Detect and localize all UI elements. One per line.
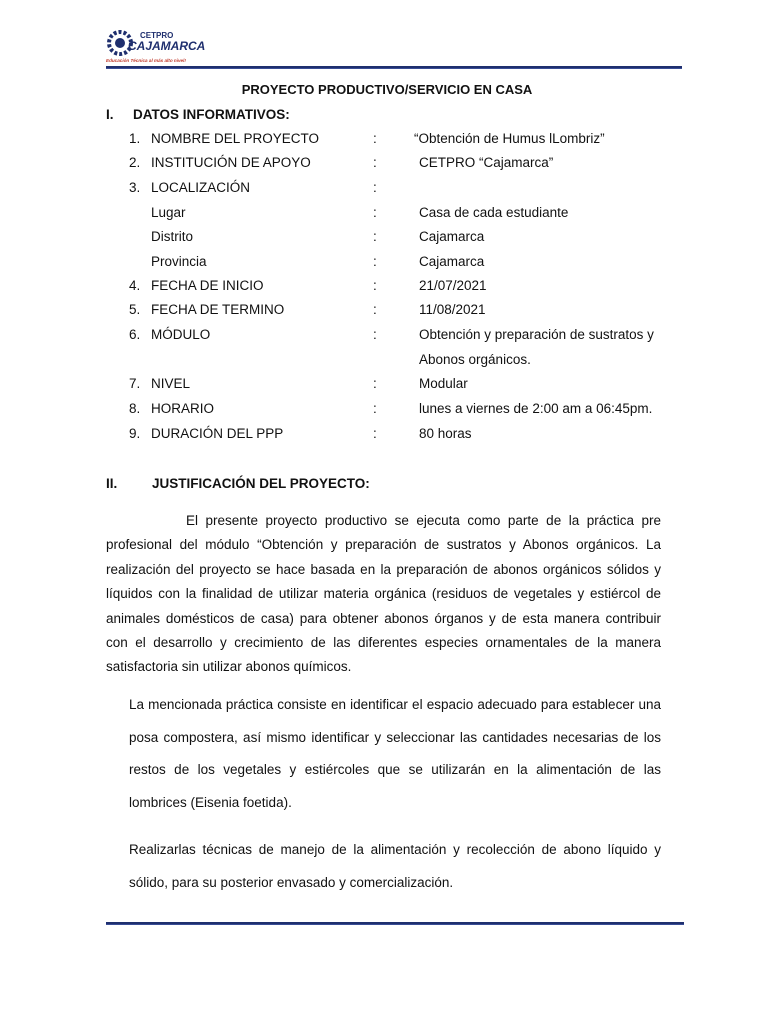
section-1-number: I. — [106, 107, 114, 122]
info-label: DURACIÓN DEL PPP — [151, 426, 284, 441]
info-colon: : — [373, 180, 377, 195]
section-1-title: DATOS INFORMATIVOS: — [133, 107, 290, 122]
info-colon: : — [373, 155, 377, 170]
info-colon: : — [373, 205, 377, 220]
info-number: 8. — [129, 401, 141, 416]
info-label: HORARIO — [151, 401, 215, 416]
info-row — [129, 327, 689, 351]
info-value: CETPRO “Cajamarca” — [419, 155, 554, 170]
info-label: INSTITUCIÓN DE APOYO — [151, 155, 311, 170]
info-number: 5. — [129, 302, 141, 317]
info-row — [129, 302, 689, 326]
info-value: Casa de cada estudiante — [419, 205, 569, 220]
info-value: “Obtención de Humus lLombriz” — [414, 131, 605, 146]
info-row — [129, 229, 689, 253]
practice-paragraph: La mencionada práctica consiste en identificar el espacio adecuado para establecer una posa compostera, así mismo identificar y seleccionar las cantidades necesarias de los restos de los vegetales y estiércoles que se utilizarán en la alimentación de las lombrices (Eisenia foetida). — [129, 697, 661, 810]
info-colon: : — [373, 401, 377, 416]
info-number: 1. — [129, 131, 141, 146]
info-colon: : — [373, 376, 377, 391]
info-row — [129, 131, 689, 155]
justification-paragraph: El presente proyecto productivo se ejecuta como parte de la práctica pre profesional del módulo “Obtención y preparación de sustratos y Abonos orgánicos. La realización del proyecto se hace basada en la preparación de abonos orgánicos sólidos y líquidos con la finalidad de utilizar materia orgánica (residuos de vegetales y estiércol de animales domésticos de casa) para obtener abonos órganos y de esta manera contribuir con el desarrollo y crecimiento de las diferentes especies ornamentales de la manera satisfactoria sin utilizar abonos químicos. — [106, 513, 661, 675]
info-label: LOCALIZACIÓN — [151, 180, 251, 195]
info-row — [129, 205, 689, 229]
info-number: 3. — [129, 180, 141, 195]
info-label: MÓDULO — [151, 327, 211, 342]
info-value: Modular — [419, 376, 468, 391]
info-value: 21/07/2021 — [419, 278, 487, 293]
info-label: FECHA DE INICIO — [151, 278, 264, 293]
cetpro-logo — [106, 28, 206, 66]
info-label: Provincia — [151, 254, 207, 269]
section-2-number: II. — [106, 476, 118, 491]
info-label: FECHA DE TERMINO — [151, 302, 285, 317]
info-row — [129, 278, 689, 302]
info-label: NOMBRE DEL PROYECTO — [151, 131, 320, 146]
info-value: Abonos orgánicos. — [419, 352, 531, 367]
info-value: 11/08/2021 — [419, 302, 486, 317]
info-number: 7. — [129, 376, 141, 391]
info-row — [129, 426, 689, 450]
info-number: 9. — [129, 426, 141, 441]
info-colon: : — [373, 278, 377, 293]
document-title: PROYECTO PRODUCTIVO/SERVICIO EN CASA — [241, 82, 533, 97]
info-value: Obtención y preparación de sustratos y — [419, 327, 654, 342]
info-colon: : — [373, 229, 377, 244]
info-number: 2. — [129, 155, 141, 170]
info-label: NIVEL — [151, 376, 191, 391]
info-label: Distrito — [151, 229, 194, 244]
svg-text:CAJAMARCA: CAJAMARCA — [128, 39, 206, 53]
svg-text:CETPRO: CETPRO — [140, 31, 174, 40]
info-value: Cajamarca — [419, 229, 485, 244]
section-2-title: JUSTIFICACIÓN DEL PROYECTO: — [152, 476, 370, 491]
info-value: Cajamarca — [419, 254, 485, 269]
header-rule — [106, 66, 682, 69]
info-colon: : — [373, 426, 377, 441]
info-row — [129, 155, 689, 179]
footer-rule — [106, 922, 684, 925]
info-colon: : — [373, 302, 377, 317]
info-colon: : — [373, 327, 377, 342]
info-value: lunes a viernes de 2:00 am a 06:45pm. — [419, 401, 653, 416]
info-number: 6. — [129, 327, 141, 342]
svg-text:Educación Técnica al más alto: Educación Técnica al más alto nivel! — [106, 58, 186, 63]
info-row — [129, 180, 689, 204]
info-row-continuation — [129, 352, 689, 376]
techniques-paragraph: Realizarlas técnicas de manejo de la alimentación y recolección de abono líquido y sólido, para su posterior envasado y comercialización. — [129, 842, 661, 890]
info-colon: : — [373, 254, 377, 269]
info-number: 4. — [129, 278, 141, 293]
info-row — [129, 254, 689, 278]
info-row — [129, 376, 689, 400]
info-row — [129, 401, 689, 425]
info-label: Lugar — [151, 205, 186, 220]
info-value: 80 horas — [419, 426, 472, 441]
info-colon: : — [373, 131, 377, 146]
